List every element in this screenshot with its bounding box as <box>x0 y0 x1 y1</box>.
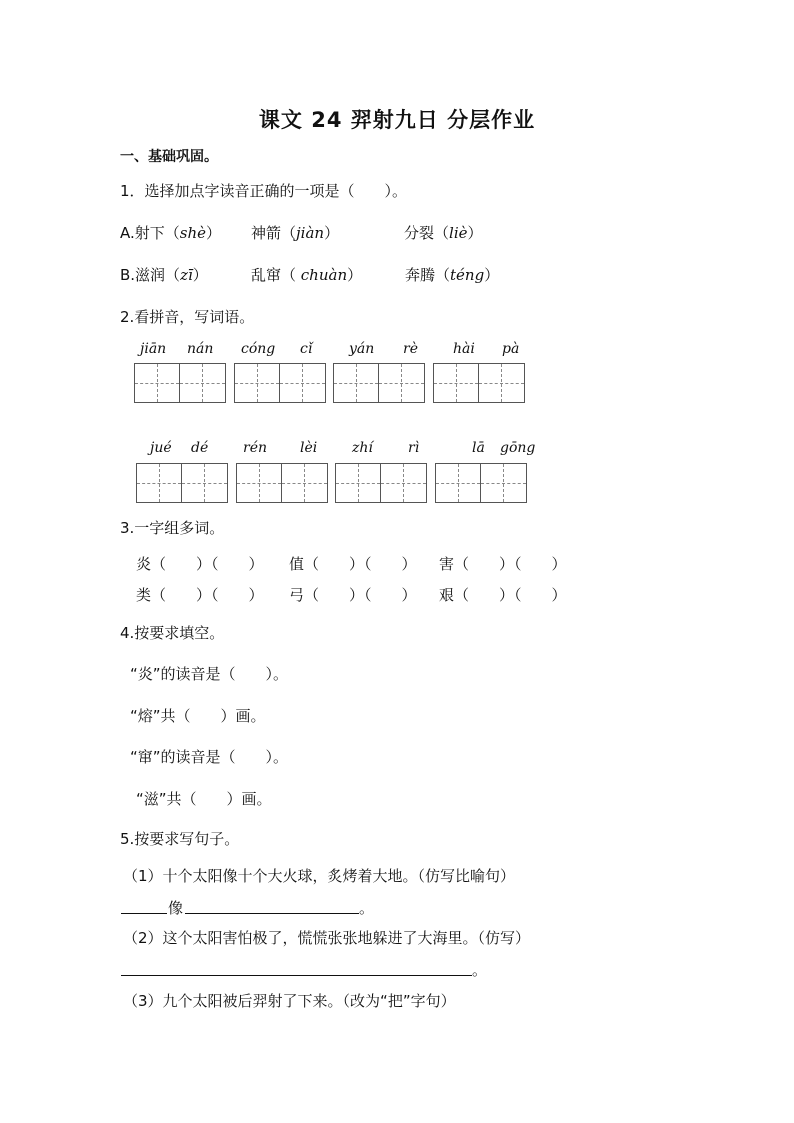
q1-option-a-word3 <box>404 222 483 243</box>
word: 奔腾（ <box>405 266 451 284</box>
pinyin: rén <box>243 440 267 456</box>
pinyin: jiàn <box>296 224 325 242</box>
pinyin: cóng <box>241 341 276 357</box>
word-group: 值（ ）（ ） <box>289 555 417 573</box>
word: 分裂（ <box>404 224 450 242</box>
pinyin: zī <box>180 266 193 284</box>
writing-grid[interactable] <box>335 463 427 503</box>
pinyin: rè <box>403 341 418 357</box>
pinyin: shè <box>179 224 207 242</box>
pinyin: lā <box>472 440 485 456</box>
pinyin-row-2 <box>0 440 794 460</box>
sentence-prompt-1: （1）十个太阳像十个大火球，炙烤着大地。（仿写比喻句） <box>123 867 516 885</box>
word: 乱窜（ <box>251 266 301 284</box>
pinyin: zhí <box>352 440 373 456</box>
page-title: 课文 24 羿射九日 分层作业 <box>258 108 536 132</box>
sentence-prompt-2: （2）这个太阳害怕极了，慌慌张张地躲进了大海里。（仿写） <box>123 929 531 947</box>
writing-grid[interactable] <box>134 363 226 403</box>
word-group: 艰（ ）（ ） <box>439 586 567 604</box>
pinyin-row-1 <box>0 341 794 361</box>
writing-grid[interactable] <box>236 463 328 503</box>
q1-option-b-word2 <box>251 264 362 285</box>
period: 。 <box>359 899 375 917</box>
paren: ） <box>192 266 208 284</box>
pinyin: jué <box>150 440 172 456</box>
paren: ） <box>206 224 222 242</box>
answer-line[interactable] <box>185 913 359 914</box>
word: B.滋润（ <box>120 266 181 284</box>
question-3-stem: 3.一字组多词。 <box>120 519 225 537</box>
answer-line[interactable] <box>121 913 167 914</box>
opt-a-word1: A.射下（ <box>120 224 180 242</box>
q1-option-b-word3 <box>405 264 499 285</box>
question-2-stem: 2.看拼音，写词语。 <box>120 308 255 326</box>
writing-grid[interactable] <box>435 463 527 503</box>
word: 神箭（ <box>251 224 297 242</box>
fill-item: “炎”的读音是（ ）。 <box>130 665 289 683</box>
sentence-prompt-3: （3）九个太阳被后羿射了下来。（改为“把”字句） <box>123 992 456 1010</box>
paren: ） <box>324 224 340 242</box>
pinyin: chuàn <box>300 266 348 284</box>
pinyin: liè <box>449 224 468 242</box>
fill-item: “滋”共（ ）画。 <box>136 790 272 808</box>
pinyin: nán <box>187 341 214 357</box>
pinyin: lèi <box>300 440 318 456</box>
word-group: 类（ ）（ ） <box>136 586 264 604</box>
section-heading: 一、基础巩固。 <box>120 149 218 165</box>
writing-grid[interactable] <box>433 363 525 403</box>
pinyin: téng <box>450 266 485 284</box>
question-1-stem: 1．选择加点字读音正确的一项是（ ）。 <box>120 182 408 200</box>
pinyin: rì <box>408 440 420 456</box>
q1-option-b <box>120 264 208 285</box>
word-group: 害（ ）（ ） <box>439 555 567 573</box>
period: 。 <box>472 961 488 979</box>
paren: ） <box>484 266 500 284</box>
pinyin: jiān <box>140 341 167 357</box>
pinyin: pà <box>502 341 520 357</box>
paren: ） <box>347 266 363 284</box>
pinyin: hài <box>453 341 475 357</box>
writing-grid[interactable] <box>333 363 425 403</box>
q1-option-a-word2 <box>251 222 339 243</box>
pinyin: dé <box>191 440 209 456</box>
fill-item: “窜”的读音是（ ）。 <box>130 748 289 766</box>
q1-option-a <box>120 222 221 243</box>
fill-item: “熔”共（ ）画。 <box>130 707 266 725</box>
sentence-connector: 像 <box>168 899 184 917</box>
writing-grid[interactable] <box>136 463 228 503</box>
paren: ） <box>467 224 483 242</box>
answer-line[interactable] <box>121 975 472 976</box>
pinyin: cǐ <box>300 341 313 357</box>
writing-grid[interactable] <box>234 363 326 403</box>
question-4-stem: 4.按要求填空。 <box>120 624 225 642</box>
pinyin: gōng <box>500 440 536 456</box>
word-group: 炎（ ）（ ） <box>136 555 264 573</box>
question-5-stem: 5.按要求写句子。 <box>120 830 240 848</box>
word-group: 弓（ ）（ ） <box>289 586 417 604</box>
pinyin: yán <box>349 341 375 357</box>
